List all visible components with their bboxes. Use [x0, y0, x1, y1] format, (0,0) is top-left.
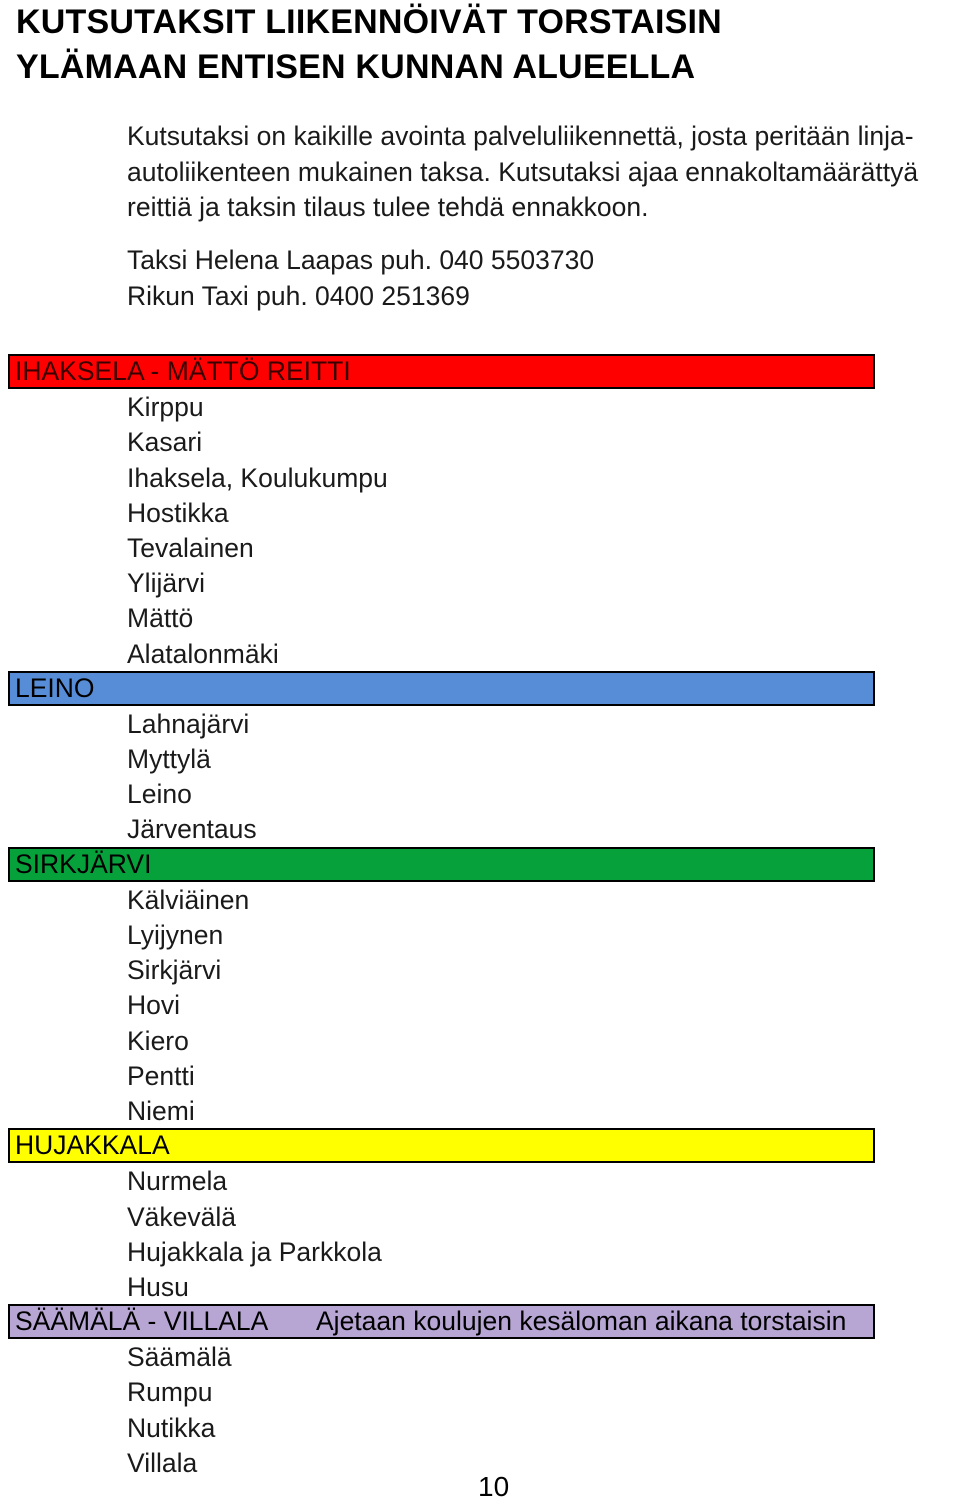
- route-name: SÄÄMÄLÄ - VILLALA: [15, 1306, 269, 1337]
- route-stop: Villala: [127, 1447, 198, 1478]
- route-stop: Leino: [127, 779, 192, 810]
- route-stop: Niemi: [127, 1095, 195, 1126]
- route-stop: Pentti: [127, 1060, 195, 1091]
- title-line-2: YLÄMAAN ENTISEN KUNNAN ALUEELLA: [16, 48, 696, 86]
- route-name: HUJAKKALA: [15, 1130, 170, 1161]
- route-note: Ajetaan koulujen kesäloman aikana torstaisin: [316, 1306, 847, 1337]
- route-stop: Alatalonmäki: [127, 638, 279, 669]
- taxi-contacts: [127, 243, 594, 314]
- intro-line: Kutsutaksi on kaikille avointa palveluliikennettä, josta peritään linja-: [127, 121, 914, 151]
- route-stop: Hostikka: [127, 497, 229, 528]
- route-stop: Myttylä: [127, 744, 211, 775]
- route-stop: Lahnajärvi: [127, 708, 250, 739]
- page-number: 10: [478, 1471, 510, 1502]
- route-stop: Kälviäinen: [127, 884, 250, 915]
- route-stop: Husu: [127, 1271, 189, 1302]
- route-stop: Nutikka: [127, 1412, 216, 1443]
- route-stop: Kasari: [127, 427, 203, 458]
- route-stop: Lyijynen: [127, 920, 224, 950]
- route-name: SIRKJÄRVI: [15, 848, 152, 879]
- route-header: [8, 1128, 875, 1163]
- route-header: [8, 1304, 875, 1339]
- route-stop: Järventaus: [127, 814, 257, 845]
- route-header: [8, 354, 875, 389]
- intro-paragraph: [127, 119, 960, 226]
- title-line-1: KUTSUTAKSIT LIIKENNÖIVÄT TORSTAISIN: [16, 3, 722, 41]
- route-header: [8, 847, 875, 882]
- intro-line: reittiä ja taksin tilaus tulee tehdä ennakkoon.: [127, 192, 649, 222]
- route-stop: Väkevälä: [127, 1201, 237, 1232]
- route-stop: Tevalainen: [127, 532, 254, 563]
- route-stop: Rumpu: [127, 1377, 213, 1408]
- route-name: IHAKSELA - MÄTTÖ REITTI: [15, 356, 351, 386]
- route-stop: Säämälä: [127, 1342, 232, 1373]
- route-list: [8, 354, 875, 1480]
- route-header: [8, 671, 875, 706]
- route-stop: Hovi: [127, 990, 181, 1021]
- route-stop: Mättö: [127, 603, 194, 634]
- route-stop: Ihaksela, Koulukumpu: [127, 462, 388, 493]
- intro-line: autoliikenteen mukainen taksa. Kutsutaksi ajaa ennakoltamäärättyä: [127, 156, 919, 187]
- taxi-contact-helena: Taksi Helena Laapas puh. 040 5503730: [127, 245, 595, 275]
- route-stop: Ylijärvi: [127, 568, 206, 599]
- taxi-contact-rikun: Rikun Taxi puh. 0400 251369: [127, 280, 470, 311]
- route-stop: Sirkjärvi: [127, 955, 222, 986]
- page-title: [16, 0, 946, 90]
- route-stop: Hujakkala ja Parkkola: [127, 1236, 382, 1267]
- route-stop: Kiero: [127, 1025, 189, 1056]
- route-stop: Kirppu: [127, 392, 204, 423]
- route-stop: Nurmela: [127, 1166, 228, 1197]
- route-name: LEINO: [15, 672, 95, 703]
